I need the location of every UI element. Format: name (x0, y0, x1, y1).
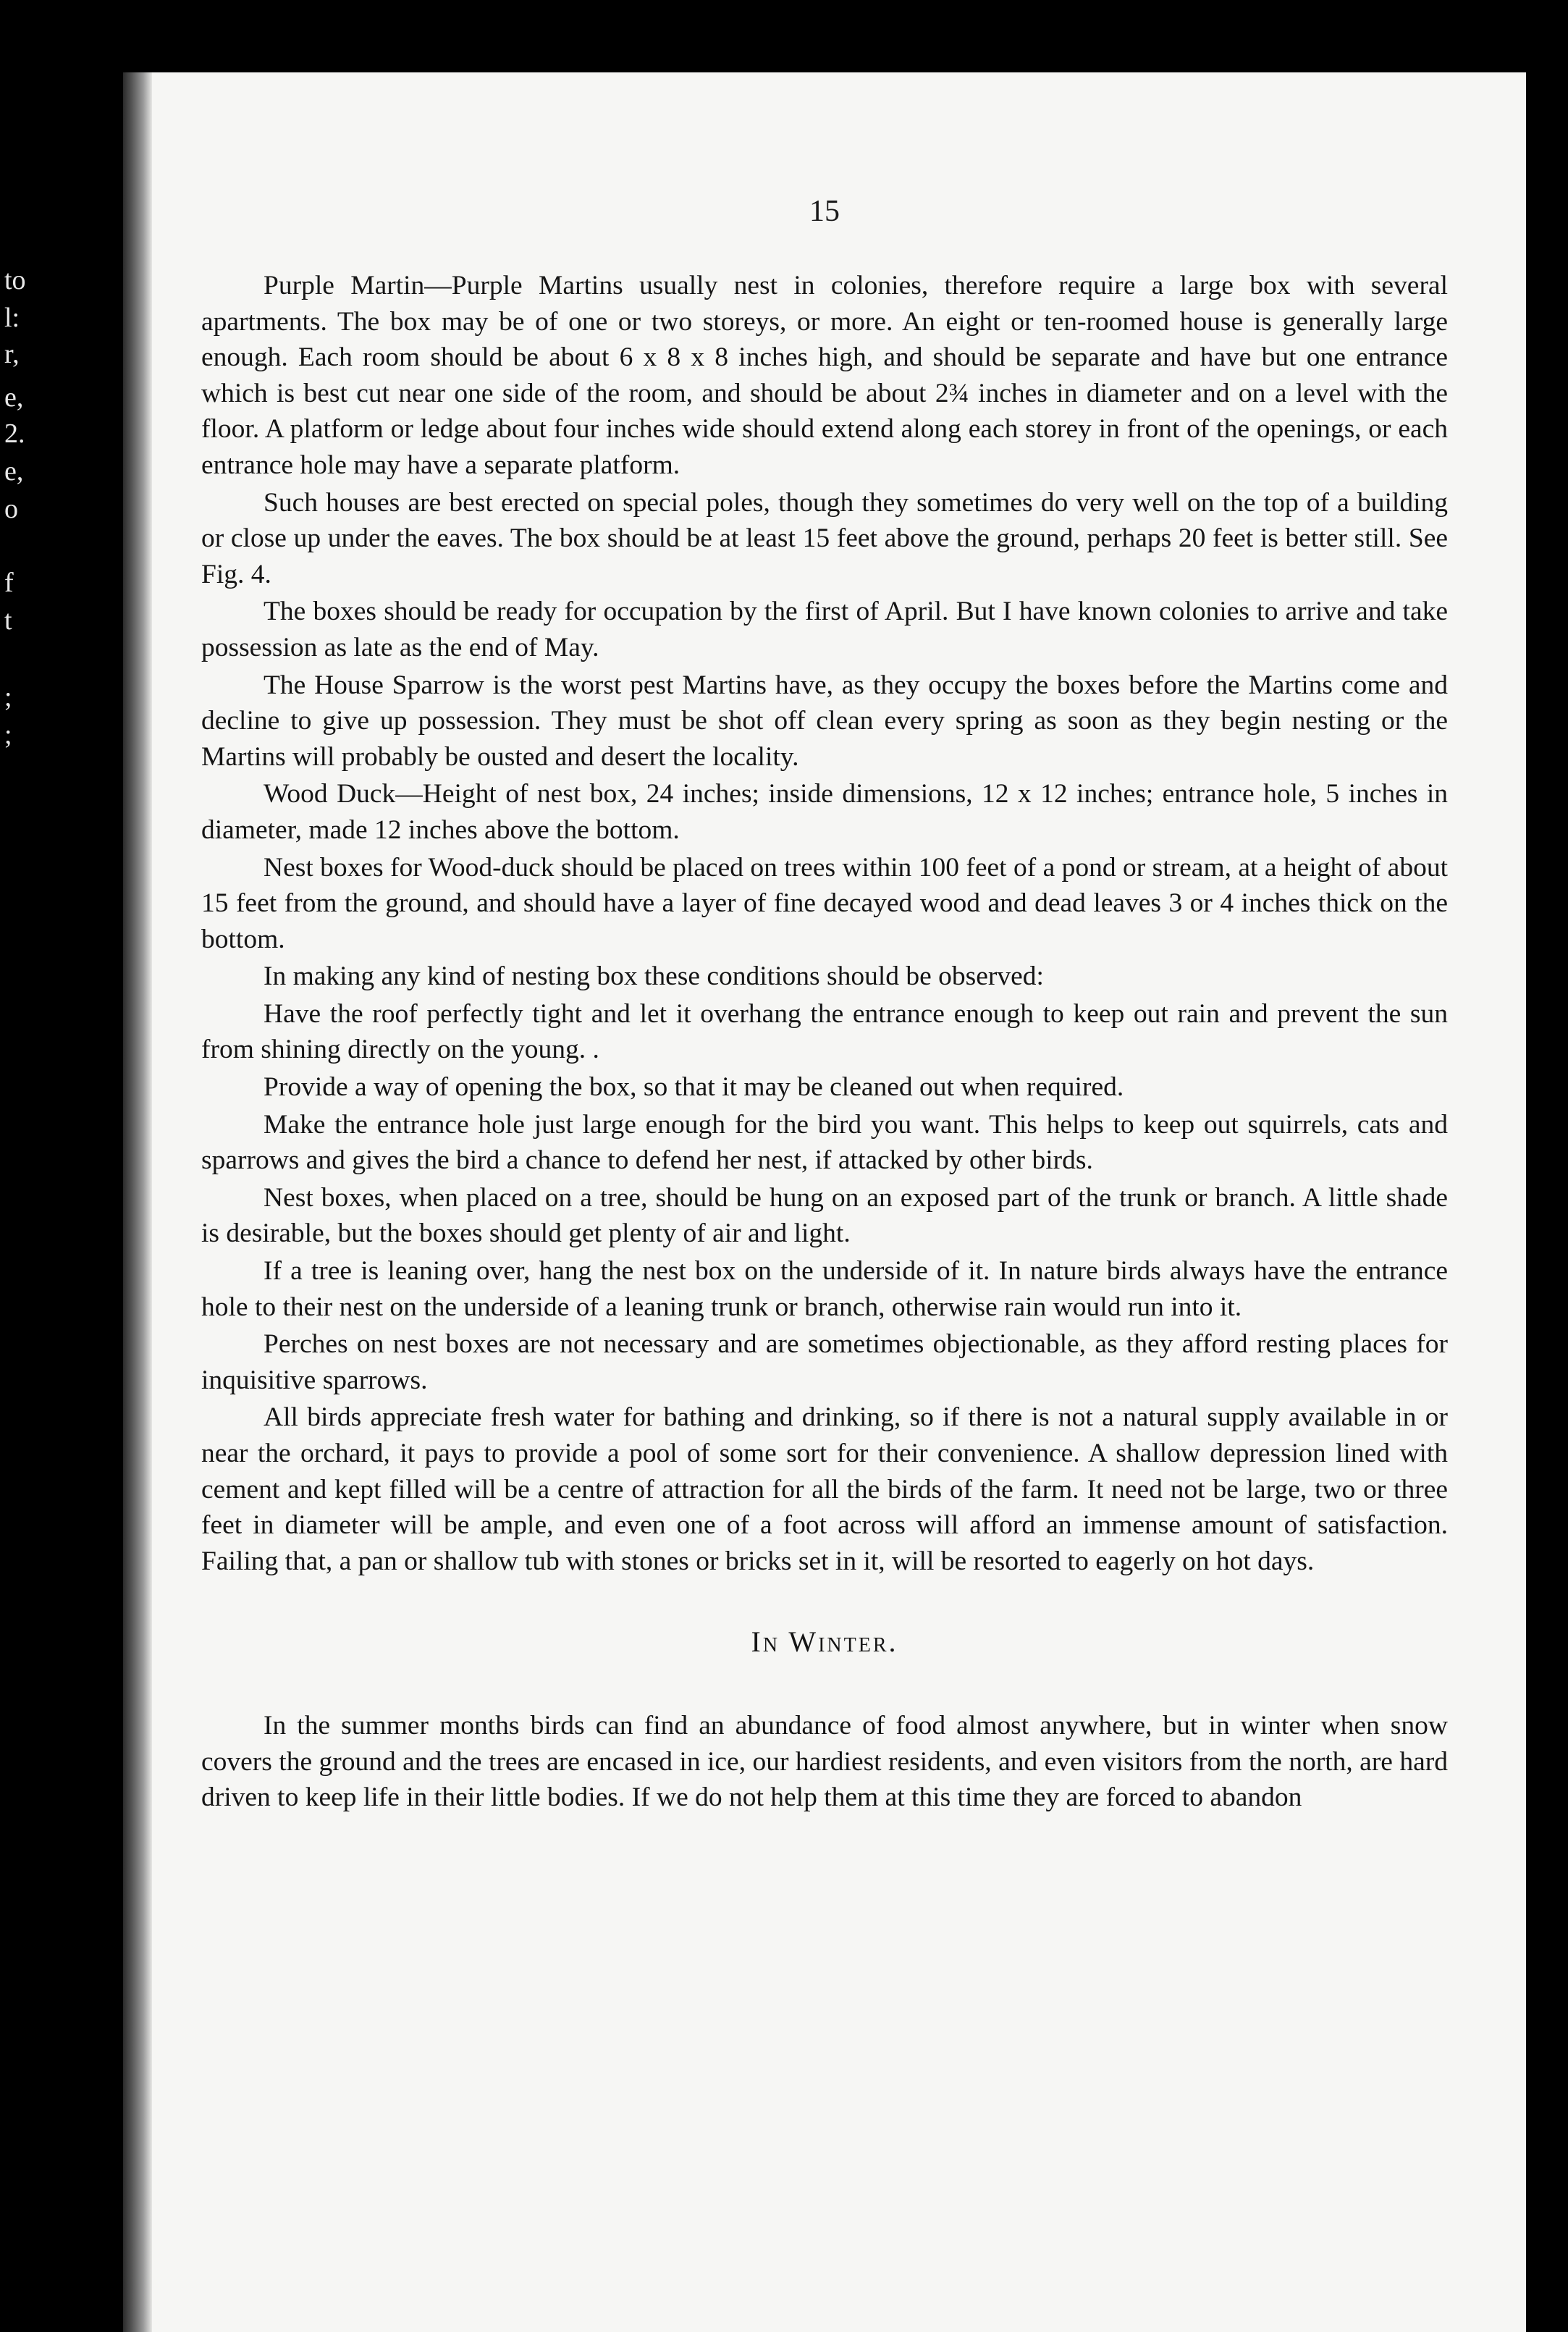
edge-fragment: to (4, 265, 26, 295)
edge-fragment: f (4, 568, 14, 598)
paragraph-entrance-hole: Make the entrance hole just large enough for the bird you want. This helps to keep out squirrels, cats and sparrows and gives the bird a chance to defend her nest, if attacked by other birds. (201, 1109, 1448, 1176)
edge-fragment: e, (4, 456, 24, 487)
page-binding-shadow (123, 72, 152, 2332)
paragraph-wood-duck-placement: Nest boxes for Wood-duck should be placed on trees within 100 feet of a pond or stream, at a height of about 15 feet from the ground, and should have a layer of fine decayed wood and dead leaves 3 or 4 inches thick on the bottom. (201, 852, 1448, 954)
edge-fragment: l: (4, 303, 20, 333)
paragraph-opening: Provide a way of opening the box, so that it may be cleaned out when required. (264, 1072, 1124, 1103)
paragraph-winter: In the summer months birds can find an abundance of food almost anywhere, but in winter when snow covers the ground and the trees are encased in ice, our hardiest residents, and even visitors from the north, are hard driven to keep life in their little bodies. If we do not help them at this time they are forced to abandon (201, 1710, 1448, 1813)
page-number: 15 (809, 195, 840, 228)
paragraph-occupation-date: The boxes should be ready for occupation by the first of April. But I have known colonies to arrive and take possession as late as the end of May. (201, 597, 1448, 662)
paragraph-wood-duck: Wood Duck—Height of nest box, 24 inches; inside dimensions, 12 x 12 inches; entrance hole, 5 inches in diameter, made 12 inches above the bottom. (201, 779, 1448, 845)
paragraph-tree-placement: Nest boxes, when placed on a tree, should be hung on an exposed part of the trunk or branch. A little shade is desirable, but the boxes should get plenty of air and light. (201, 1182, 1448, 1249)
paragraph-martin-houses: Such houses are best erected on special poles, though they sometimes do very well on the top of a building or close up under the eaves. The box should be at least 15 feet above the ground, perhaps 20 feet is better still. See Fig. 4. (201, 487, 1448, 589)
paragraph-conditions-intro: In making any kind of nesting box these conditions should be observed: (264, 961, 1044, 992)
paragraph-fresh-water: All birds appreciate fresh water for bathing and drinking, so if there is not a natural supply available in or near the orchard, it pays to provide a pool of some sort for their convenience. A shallow depression lined with cement and kept filled will be a centre of attraction for all the birds of the farm. It need not be large, two or three feet in diameter will be ample, and even one of a foot across will afford an immense amount of satisfaction. Failing that, a pan or shallow tub with stones or bricks set in it, will be resorted to eagerly on hot days. (201, 1402, 1448, 1576)
page-body (201, 268, 1448, 1816)
edge-fragment: 2. (4, 418, 25, 449)
paragraph-purple-martin: Purple Martin—Purple Martins usually nest in colonies, therefore require a large box with several apartments. The box may be of one or two storeys, or more. An eight or ten-roomed house is generally large enough. Each room should be about 6 x 8 x 8 inches high, and should be separate and have but one entrance which is best cut near one side of the room, and should be about 2¾ inches in diameter and on a level with the floor. A platform or ledge about four inches wide should extend along each storey in front of the openings, or each entrance hole may have a separate platform. (201, 271, 1448, 480)
edge-fragment: ; (4, 682, 12, 712)
paragraph-leaning-tree: If a tree is leaning over, hang the nest box on the underside of it. In nature birds always have the entrance hole to their nest on the underside of a leaning trunk or branch, otherwise rain would run into it. (201, 1256, 1448, 1322)
edge-fragment: o (4, 494, 18, 524)
edge-fragment: ; (4, 720, 12, 750)
edge-fragment: r, (4, 339, 20, 369)
edge-fragment: t (4, 605, 12, 636)
facing-page-edge (0, 0, 123, 2332)
book-page (123, 72, 1526, 2332)
paragraph-roof: Have the roof perfectly tight and let it overhang the entrance enough to keep out rain and prevent the sun from shining directly on the young. . (201, 998, 1448, 1065)
paragraph-perches: Perches on nest boxes are not necessary and are sometimes objectionable, as they afford resting places for inquisitive sparrows. (201, 1329, 1448, 1395)
paragraph-house-sparrow: The House Sparrow is the worst pest Martins have, as they occupy the boxes before the Martins come and decline to give up possession. They must be shot off clean every spring as soon as they begin nesting or the Martins will probably be ousted and desert the locality. (201, 670, 1448, 772)
edge-fragment: e, (4, 382, 24, 413)
section-title: In Winter. (751, 1625, 898, 1659)
